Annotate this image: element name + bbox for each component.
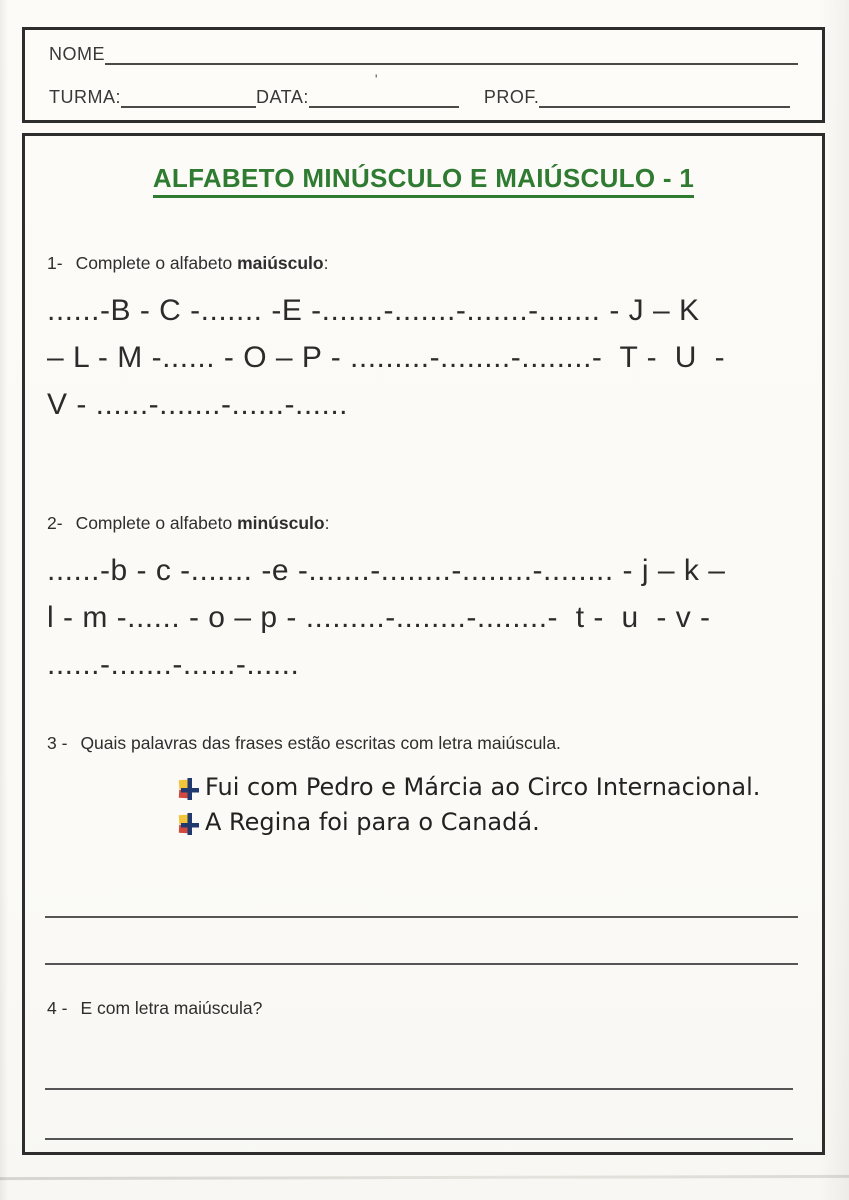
exercise-2-prompt-colon: : xyxy=(324,513,330,533)
exercise-3-prompt xyxy=(47,733,804,754)
sentence-text: A Regina foi para o Canadá. xyxy=(205,808,540,836)
exercise-4 xyxy=(47,998,804,1019)
answer-line xyxy=(45,916,798,918)
exercise-1-prompt-bold: maiúsculo xyxy=(237,253,324,273)
teacher-blank-line xyxy=(539,87,790,108)
alphabet-line: ......-.......-......-...... xyxy=(47,648,300,681)
exercise-2-prompt xyxy=(47,513,804,534)
class-label: TURMA: xyxy=(49,87,121,107)
scan-shading xyxy=(0,0,8,1200)
scan-page-edge-shadow xyxy=(0,1175,849,1180)
stray-pen-tick: ' xyxy=(374,71,379,87)
exercise-1-number: 1- xyxy=(47,253,63,273)
class-blank-line xyxy=(121,87,256,108)
exercise-1-prompt-text: Complete o alfabeto xyxy=(75,253,238,273)
alphabet-line: – L - M -...... - O – P - .........-........-........- T - U - xyxy=(47,341,726,374)
alphabet-line: ......-B - C -....... -E -.......-.......-.......-....... - J – K xyxy=(47,294,700,327)
alphabet-line: ......-b - c -....... -e -.......-........-........-........ - j – k – xyxy=(47,554,726,587)
exercise-4-number: 4 - xyxy=(47,998,68,1018)
exercise-4-prompt-text: E com letra maiúscula? xyxy=(80,998,263,1018)
worksheet-body-box xyxy=(22,133,825,1155)
answer-line xyxy=(45,1088,793,1090)
sentence-text: Fui com Pedro e Márcia ao Circo Internacional. xyxy=(205,773,761,801)
alphabet-line: l - m -...... - o – p - .........-........-........- t - u - v - xyxy=(47,601,711,634)
sentence-item xyxy=(178,805,804,840)
exercise-3-number: 3 - xyxy=(47,733,68,753)
page-title-text: ALFABETO MINÚSCULO E MAIÚSCULO - 1 xyxy=(153,163,694,198)
name-row xyxy=(49,44,798,65)
exercise-4-prompt xyxy=(47,998,804,1019)
colored-cross-bullet-icon xyxy=(178,776,200,800)
page-title xyxy=(25,163,822,198)
exercise-1-prompt xyxy=(47,253,804,274)
exercise-3 xyxy=(47,733,804,840)
date-label: DATA: xyxy=(256,87,309,107)
exercise-2-prompt-bold: minúsculo xyxy=(237,513,325,533)
date-blank-line xyxy=(309,71,459,108)
colored-cross-bullet-icon xyxy=(178,811,200,835)
answer-line xyxy=(45,963,798,965)
exercise-1 xyxy=(47,253,804,428)
exercise-3-sentences xyxy=(47,770,804,840)
teacher-label: PROF. xyxy=(483,87,540,107)
exercise-2-number: 2- xyxy=(47,513,63,533)
exercise-2 xyxy=(47,513,804,688)
class-date-teacher-row xyxy=(49,71,790,108)
name-label: NOME xyxy=(49,44,105,64)
exercise-1-alphabet xyxy=(47,287,804,428)
exercise-2-alphabet xyxy=(47,547,804,688)
alphabet-line: V - ......-.......-......-...... xyxy=(47,388,349,421)
exercise-3-prompt-text: Quais palavras das frases estão escritas com letra maiúscula. xyxy=(80,733,561,753)
exercise-1-prompt-colon: : xyxy=(323,253,329,273)
student-info-box xyxy=(22,27,825,123)
name-blank-line xyxy=(105,44,798,65)
exercise-2-prompt-text: Complete o alfabeto xyxy=(75,513,238,533)
answer-line xyxy=(45,1138,793,1140)
sentence-item xyxy=(178,770,804,805)
